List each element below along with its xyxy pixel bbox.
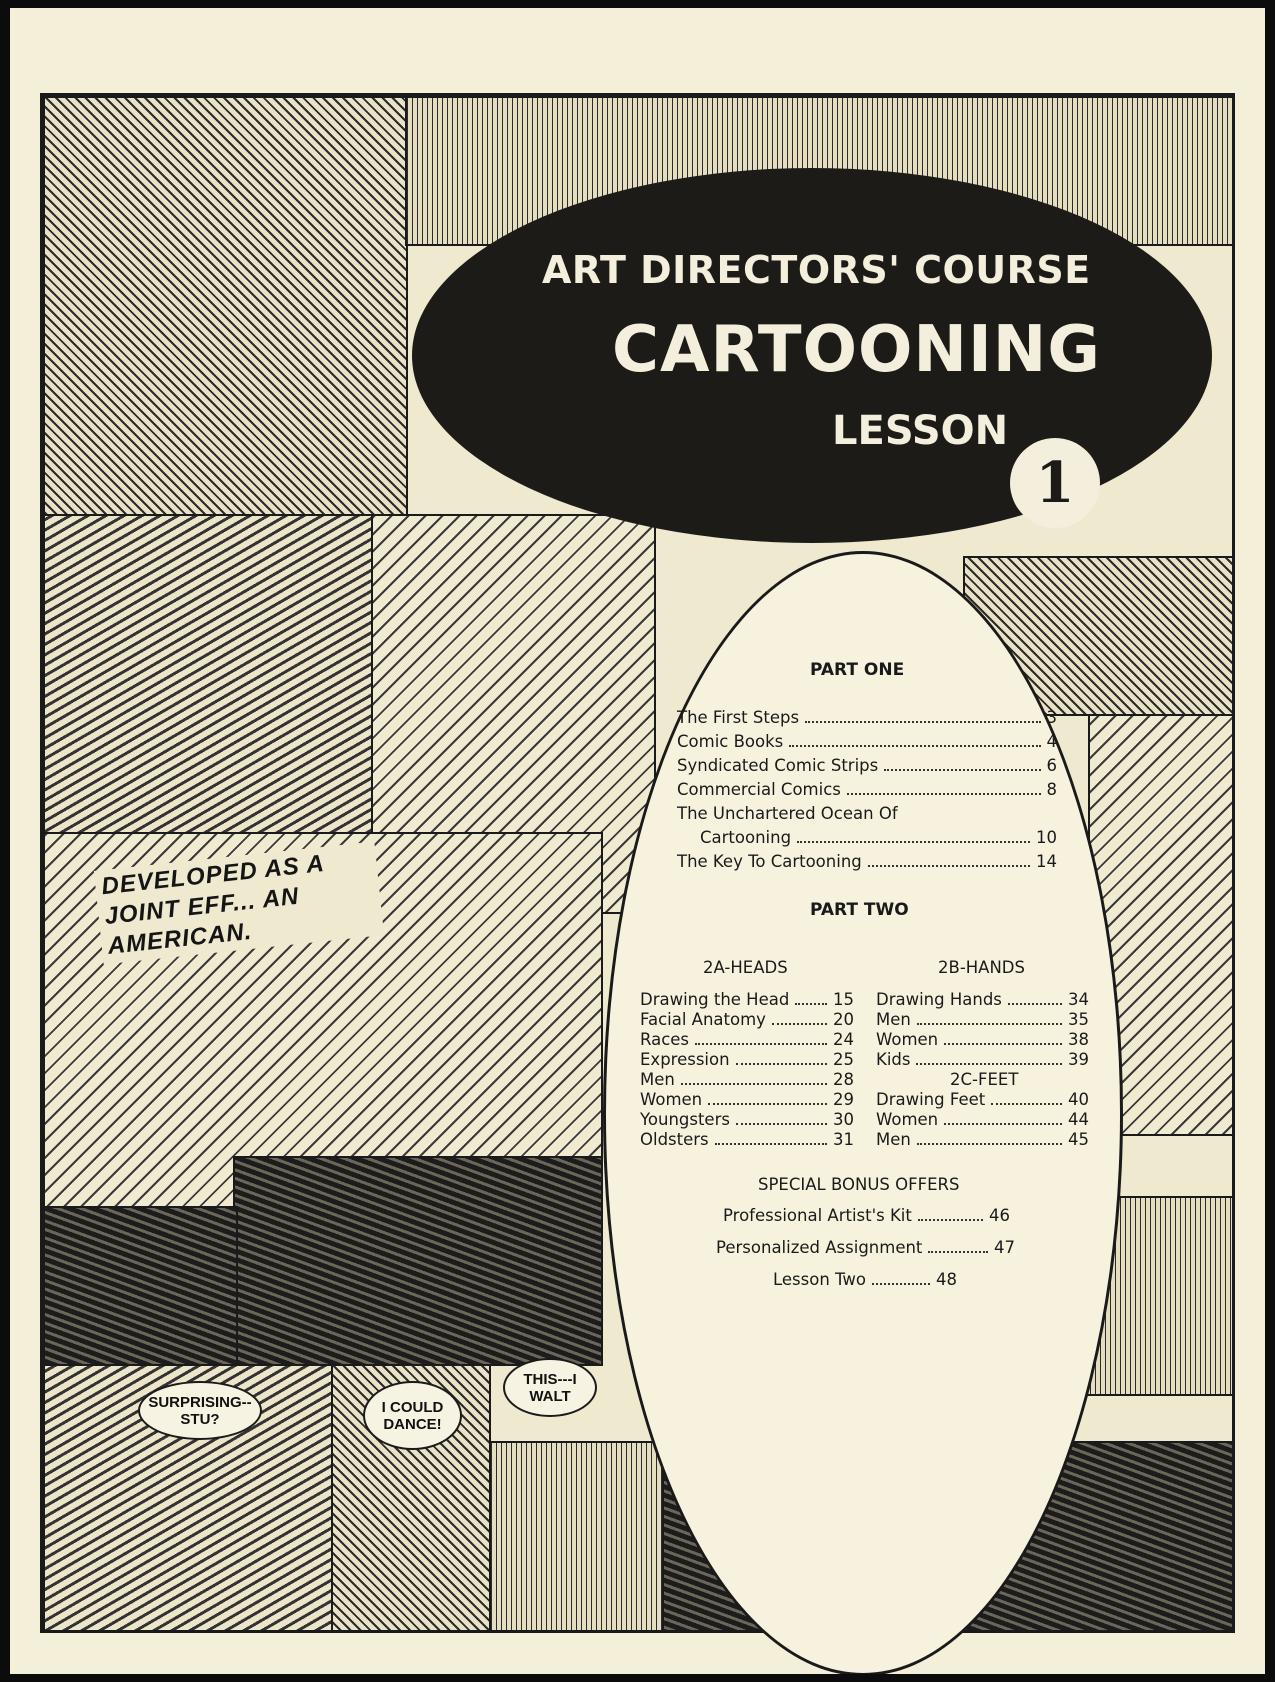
toc-row: The Unchartered Ocean Of — [677, 804, 898, 823]
toc-row: Women 38 — [876, 1030, 1089, 1049]
subject-title: CARTOONING — [612, 313, 1101, 387]
illustration-panel-lifeboats — [43, 1206, 238, 1366]
speech-bubble-dance: I COULD DANCE! — [363, 1381, 462, 1450]
toc-row: Syndicated Comic Strips 6 — [677, 756, 1057, 775]
hands-heading: 2B-HANDS — [938, 958, 1025, 977]
heads-heading: 2A-HEADS — [703, 958, 788, 977]
toc-row: Youngsters 30 — [640, 1110, 854, 1129]
speech-bubble-surprising: SURPRISING-- STU? — [138, 1381, 262, 1440]
illustration-panel-newsstrip-1 — [489, 1441, 664, 1633]
toc-row: Men 35 — [876, 1010, 1089, 1029]
toc-row: The First Steps 3 — [677, 708, 1057, 727]
cover-page — [10, 8, 1265, 1674]
toc-row: Men 28 — [640, 1070, 854, 1089]
lesson-label: LESSON — [832, 408, 1009, 454]
toc-row: Comic Books 4 — [677, 732, 1057, 751]
lesson-number-badge: 1 — [1010, 438, 1100, 528]
toc-row: Drawing Hands 34 — [876, 990, 1089, 1009]
toc-row: Personalized Assignment 47 — [716, 1238, 1015, 1257]
speech-bubble-this: THIS---I WALT — [503, 1358, 597, 1417]
illustration-panel-landscape — [43, 514, 373, 834]
toc-row: Women 29 — [640, 1090, 854, 1109]
course-title: ART DIRECTORS' COURSE — [542, 248, 1091, 292]
toc-row: Drawing Feet 40 — [876, 1090, 1089, 1109]
toc-row: Cartooning 10 — [700, 828, 1057, 847]
feet-heading: 2C-FEET — [950, 1070, 1019, 1089]
toc-row: The Key To Cartooning 14 — [677, 852, 1057, 871]
toc-row: Expression 25 — [640, 1050, 854, 1069]
bonus-heading: SPECIAL BONUS OFFERS — [758, 1175, 960, 1194]
toc-row: Races 24 — [640, 1030, 854, 1049]
toc-row: Women 44 — [876, 1110, 1089, 1129]
toc-row: Kids 39 — [876, 1050, 1089, 1069]
toc-row: Professional Artist's Kit 46 — [723, 1206, 1010, 1225]
toc-row: Commercial Comics 8 — [677, 780, 1057, 799]
toc-row: Drawing the Head 15 — [640, 990, 854, 1009]
illustration-panel-dinosaur — [43, 96, 408, 516]
toc-row: Oldsters 31 — [640, 1130, 854, 1149]
banner-caption: DEVELOPED AS A JOINT EFF... AN AMERICAN. — [94, 842, 384, 965]
toc-row: Facial Anatomy 20 — [640, 1010, 854, 1029]
part-one-heading: PART ONE — [810, 660, 905, 680]
part-two-heading: PART TWO — [810, 900, 909, 920]
illustration-panel-ship — [233, 1156, 603, 1366]
toc-row: Lesson Two 48 — [773, 1270, 957, 1289]
toc-row: Men 45 — [876, 1130, 1089, 1149]
